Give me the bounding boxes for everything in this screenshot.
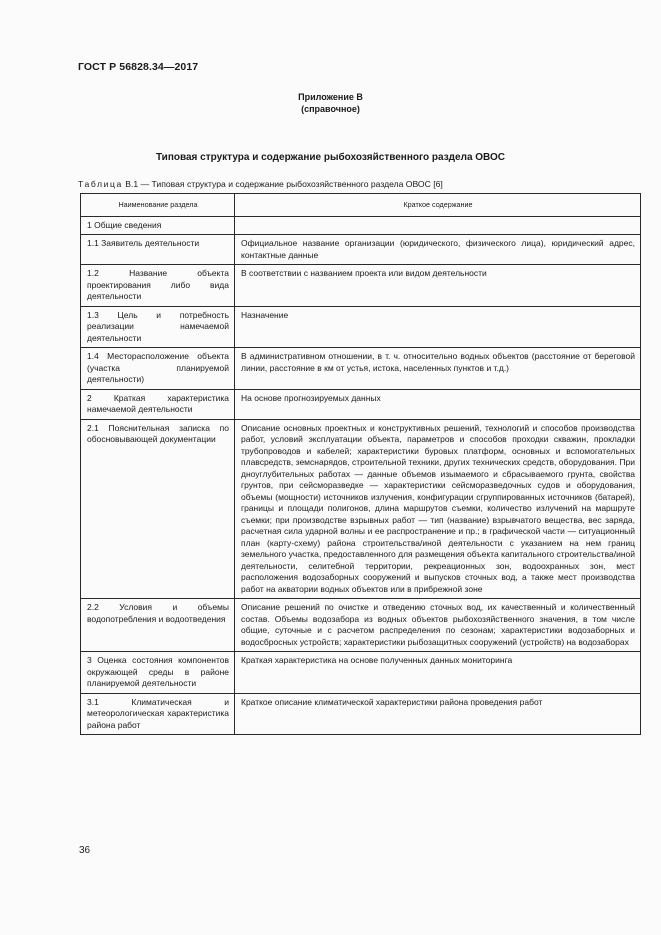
table-row: [81, 235, 641, 265]
section-content-cell: Краткое описание климатической характеристики района проведения работ: [235, 693, 641, 735]
table-caption: [78, 179, 443, 189]
document-header: ГОСТ Р 56828.34—2017: [78, 61, 199, 73]
appendix-note: (справочное): [301, 104, 360, 114]
section-content-cell: В соответствии с названием проекта или видом деятельности: [235, 265, 641, 307]
section-name-cell: 1.2 Название объекта проектирования либо вида деятельности: [81, 265, 235, 307]
section-content-cell: Описание решений по очистке и отведению сточных вод, их качественный и количественный состав. Объемы водозабора из водных объектов рыбохозяйственного значения, в том числе общие, суточные и с расчетом распределения по сезонам; характеристики водозаборных и водосбросных устройств; характеристики рыбозащитных сооружений (устройств) на водозаборах: [235, 599, 641, 652]
section-name-cell: 3 Оценка состояния компонентов окружающей среды в районе планируемой деятельности: [81, 652, 235, 694]
section-name-cell: 1.4 Месторасположение объекта (участка планируемой деятельности): [81, 348, 235, 390]
content-table: [80, 193, 641, 735]
table-row: [81, 389, 641, 419]
table-row: [81, 419, 641, 599]
section-content-cell: Назначение: [235, 306, 641, 348]
table-row: [81, 348, 641, 390]
section-name-cell: 1.3 Цель и потребность реализации намечаемой деятельности: [81, 306, 235, 348]
appendix-heading: [0, 91, 661, 115]
section-content-cell: [235, 216, 641, 235]
section-name-cell: 2.2 Условия и объемы водопотребления и водоотведения: [81, 599, 235, 652]
table-row: [81, 599, 641, 652]
table-caption-label: Таблица: [78, 179, 123, 189]
table-row: [81, 693, 641, 735]
section-content-cell: В административном отношении, в т. ч. относительно водных объектов (расстояние от береговой линии, расстояние в км от устья, истока, населенных пунктов и т.д.): [235, 348, 641, 390]
section-name-cell: 3.1 Климатическая и метеорологическая характеристика района работ: [81, 693, 235, 735]
column-header-name: Наименование раздела: [81, 194, 235, 217]
section-name-cell: 2.1 Пояснительная записка по обосновывающей документации: [81, 419, 235, 599]
table-caption-text: В.1 — Типовая структура и содержание рыбохозяйственного раздела ОВОС [6]: [122, 179, 443, 189]
table-row: [81, 216, 641, 235]
page-number: 36: [79, 845, 91, 856]
section-content-cell: На основе прогнозируемых данных: [235, 389, 641, 419]
table-header-row: [81, 194, 641, 217]
appendix-title: Приложение В: [298, 92, 363, 102]
table-row: [81, 306, 641, 348]
column-header-content: Краткое содержание: [235, 194, 641, 217]
section-name-cell: 2 Краткая характеристика намечаемой деятельности: [81, 389, 235, 419]
section-name-cell: 1.1 Заявитель деятельности: [81, 235, 235, 265]
table-row: [81, 265, 641, 307]
section-content-cell: Официальное название организации (юридического, физического лица), юридический адрес, контактные данные: [235, 235, 641, 265]
section-title: Типовая структура и содержание рыбохозяйственного раздела ОВОС: [155, 152, 506, 163]
section-content-cell: Краткая характеристика на основе полученных данных мониторинга: [235, 652, 641, 694]
section-name-cell: 1 Общие сведения: [81, 216, 235, 235]
table-row: [81, 652, 641, 694]
section-content-cell: Описание основных проектных и конструктивных решений, технологий и способов производства работ, условий эксплуатации объекта, параметров и способов проходки скважин, прокладки трубопроводов и кабелей; характеристики буровых платформ, основных и вспомогательных плавсредств, земснарядов, строительной техники, других технических средств, оборудования. При дноуглубительных работах — данные объемов изымаемого и сбрасываемого грунта, свойства грунтов, при сейсморазведке — характеристики сейсморазведочных судов и оборудования, объемы (мощности) источников излучения, конфигурации сгруппированных источников (батарей), границы и площади полигонов, длина маршрутов съемки, количество излучений на маршруте съемки; при производстве взрывных работ — тип (название) взрывчатого вещества, вес заряда, расчетная сила ударной волны и ее распространение и пр.; в графической части — ситуационный план (карту-схему) района строительства/иной деятельности с указанием на нем границ земельного участка, предоставленного для размещения объекта капитального строительства/иной деятельности, селитебной территории, рекреационных зон, водоохранных зон, мест расположения водозаборных сооружений и выпусков сточных вод, а также мест производства работ на акватории водных объектов или в прибрежной зоне: [235, 419, 641, 599]
